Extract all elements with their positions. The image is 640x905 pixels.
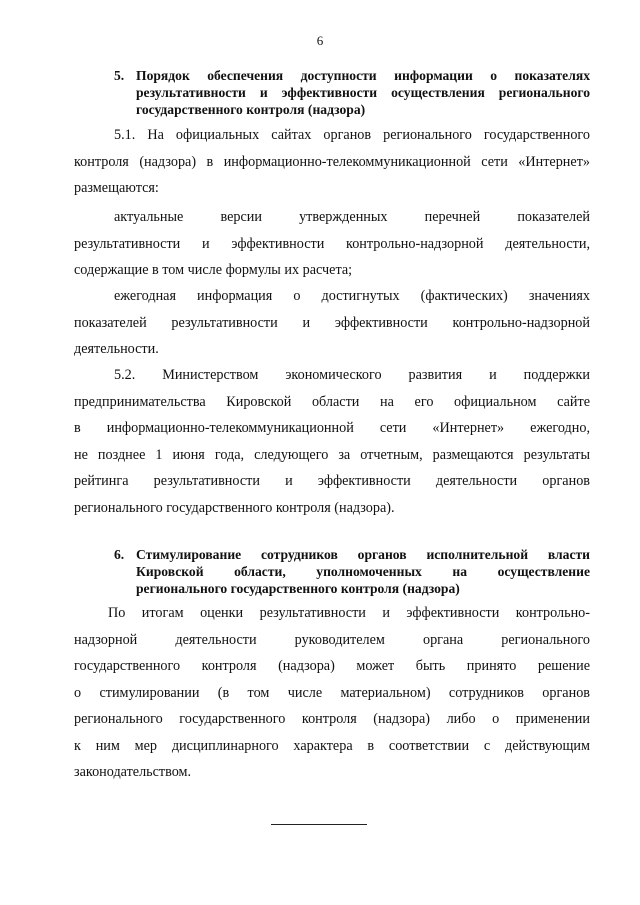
- section-6-number: 6.: [114, 547, 125, 562]
- paragraph-line: в информационно-телекоммуникационной сети «Интернет» ежегодно,: [74, 420, 590, 436]
- paragraph-line: актуальные версии утвержденных перечней показателей: [114, 209, 590, 225]
- paragraph-line: регионального государственного контроля (надзора).: [74, 499, 395, 516]
- paragraph-line: государственного контроля (надзора) может быть принято решение: [74, 658, 590, 674]
- section-5-heading-line: государственного контроля (надзора): [136, 102, 366, 117]
- paragraph-line: контроля (надзора) в информационно-телекоммуникационной сети «Интернет»: [74, 153, 590, 170]
- section-6-heading: [114, 546, 590, 597]
- paragraph-line: регионального государственного контроля (надзора) либо о применении: [74, 711, 590, 727]
- paragraph-line: законодательством.: [74, 764, 192, 780]
- list-item: [74, 204, 590, 284]
- page-number: 6: [316, 33, 324, 48]
- paragraph-line: о стимулировании (в том числе материальном) сотрудников органов: [74, 684, 590, 701]
- paragraph-line: По итогам оценки результативности и эффективности контрольно-: [108, 605, 590, 621]
- end-divider: [271, 824, 367, 825]
- paragraph-5-2: [74, 362, 590, 521]
- paragraph-line: показателей результативности и эффективности контрольно-надзорной: [74, 314, 590, 331]
- paragraph-line: ежегодная информация о достигнутых (фактических) значениях: [114, 288, 590, 304]
- section-5-heading-line: результативности и эффективности осуществления регионального: [136, 85, 590, 100]
- section-5-heading: [114, 67, 590, 118]
- paragraph-line: не позднее 1 июня года, следующего за отчетным, размещаются результаты: [74, 446, 590, 463]
- list-item: [74, 283, 590, 363]
- paragraph-5-1: [74, 122, 590, 202]
- paragraph-line: надзорной деятельности руководителем органа регионального: [74, 631, 590, 648]
- section-6-heading-line: регионального государственного контроля (надзора): [136, 581, 460, 596]
- paragraph-line: деятельности.: [74, 341, 159, 357]
- paragraph-line: рейтинга результативности и эффективности деятельности органов: [74, 473, 590, 489]
- section-6-body: [74, 600, 590, 786]
- paragraph-line: результативности и эффективности контрольно-надзорной деятельности,: [74, 235, 590, 252]
- section-5-heading-line: Порядок обеспечения доступности информации о показателях: [136, 68, 590, 83]
- paragraph-line: предпринимательства Кировской области на его официальном сайте: [74, 393, 590, 410]
- section-6-heading-line: Кировской области, уполномоченных на осуществление: [136, 564, 590, 579]
- section-5-number: 5.: [114, 68, 125, 83]
- paragraph-line: размещаются:: [74, 180, 159, 196]
- paragraph-line: к ним мер дисциплинарного характера в соответствии с действующим: [74, 737, 590, 754]
- section-6-heading-line: Стимулирование сотрудников органов исполнительной власти: [136, 547, 590, 562]
- paragraph-line: содержащие в том числе формулы их расчета;: [74, 262, 353, 278]
- paragraph-line: 5.1. На официальных сайтах органов регионального государственного: [114, 127, 590, 143]
- paragraph-line: 5.2. Министерством экономического развития и поддержки: [114, 367, 590, 383]
